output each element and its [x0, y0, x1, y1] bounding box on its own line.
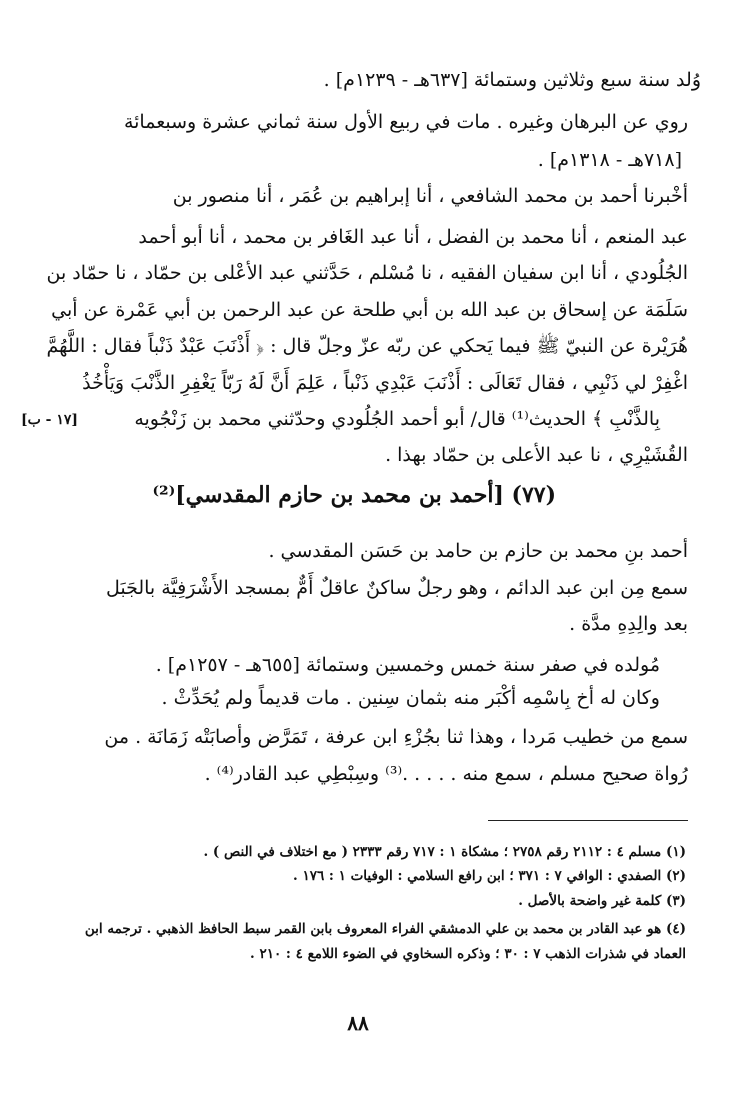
footnote-separator [488, 820, 688, 821]
footnote: (٣) كلمة غير واضحة بالأصل . [518, 893, 686, 909]
margin-folio-note: [١٧ - ب] [20, 412, 78, 428]
body-line: سمع مِن ابن عبد الدائم ، وهو رجلٌ ساكنٌ عاقلٌ أَمٌّ بمسجد الأَشْرَفِيَّة بالجَبَل [105, 577, 688, 599]
body-line: اغْفِرْ لي ذَنْبِي ، فقال تَعَالَى : أَذْنَبَ عَبْدِي ذَنْباً ، عَلِمَ أَنَّ لَهُ رَبّاً يَغْفِرِ الذَّنْبَ وَيَأْخُذُ [82, 372, 688, 394]
footnote: العماد في شذرات الذهب ٧ : ٣٠ ؛ وذكره السخاوي في الضوء اللامع ٤ : ٢١٠ . [250, 946, 686, 962]
body-line: أحمد بنِ محمد بن حازم بن حامد بن حَسَن المقدسي . [268, 540, 688, 562]
body-line: الجُلُودي ، أنا ابن سفيان الفقيه ، نا مُسْلم ، حَدَّثني عبد الأعْلى بن حمّاد ، نا حمّاد بن [46, 262, 688, 284]
body-line: سَلَمَة عن إسحاق بن عبد الله بن أبي طلحة عن عبد الرحمن بن أبي عَمْرة عن أبي [51, 299, 688, 321]
body-line: سمع من خطيب مَردا ، وهذا ثنا بجُزْءِ ابن عرفة ، تَمَرَّض وأصابَتْه زَمَانَة . من [104, 726, 688, 748]
body-line: بِالذَّنْبِ ﴾ الحديث⁽¹⁾ قال/ أبو أحمد الجُلُودي وحدّثني محمد بن زَنْجُويه [134, 408, 660, 430]
page-number: ٨٨ [347, 1011, 369, 1035]
body-line: مُولده في صفر سنة خمس وخمسين وستمائة [٦٥٥هـ - ١٢٥٧م] . [155, 654, 660, 676]
footnote: (٢) الصفدي : الوافي ٧ : ٣٧١ ؛ ابن رافع السلامي : الوفيات ١ : ١٧٦ . [293, 868, 686, 884]
entry-heading: (٧٧) [أحمد بن محمد بن حازم المقدسي]⁽²⁾ [152, 482, 556, 508]
body-line: هُرَيْرة عن النبيّ ﷺ فيما يَحكي عن ربّه عزّ وجلّ قال : ﴿ أَذْنَبَ عَبْدٌ ذَنْباً فقال : اللَّهُمَّ [46, 335, 688, 357]
body-line: أخْبرنا أحمد بن محمد الشافعي ، أنا إبراهيم بن عُمَر ، أنا منصور بن [172, 185, 688, 207]
body-line: وُلد سنة سبع وثلاثين وستمائة [٦٣٧هـ - ١٢٣٩م] . [323, 69, 701, 91]
body-line: [٧١٨هـ - ١٣١٨م] . [537, 149, 682, 171]
body-line: بعد والِدِهِ مدَّة . [569, 613, 688, 635]
body-line: روي عن البرهان وغيره . مات في ربيع الأول سنة ثماني عشرة وسبعمائة [123, 111, 688, 133]
body-line: وكان له أخ بِاسْمِه أكْبَر منه بثمان سِنين . مات قديماً ولم يُحَدِّثْ . [161, 687, 660, 709]
footnote: (١) مسلم ٤ : ٢١١٢ رقم ٢٧٥٨ ؛ مشكاة ١ : ٧١٧ رقم ٢٣٣٣ ( مع اختلاف في النص ) . [203, 844, 686, 860]
footnote: (٤) هو عبد القادر بن محمد بن علي الدمشقي الفراء المعروف بابن القمر سبط الحافظ الذهبي . ترجمه ابن [84, 921, 686, 937]
body-line: عبد المنعم ، أنا محمد بن الفضل ، أنا عبد الغَافر بن محمد ، أنا أبو أحمد [138, 226, 688, 248]
body-line: القُشَيْرِي ، نا عبد الأعلى بن حمّاد بهذا . [385, 444, 688, 466]
body-line: رُواة صحيح مسلم ، سمع منه . . . . .⁽³⁾ وسِبْطِي عبد القادر⁽⁴⁾ . [204, 763, 688, 785]
